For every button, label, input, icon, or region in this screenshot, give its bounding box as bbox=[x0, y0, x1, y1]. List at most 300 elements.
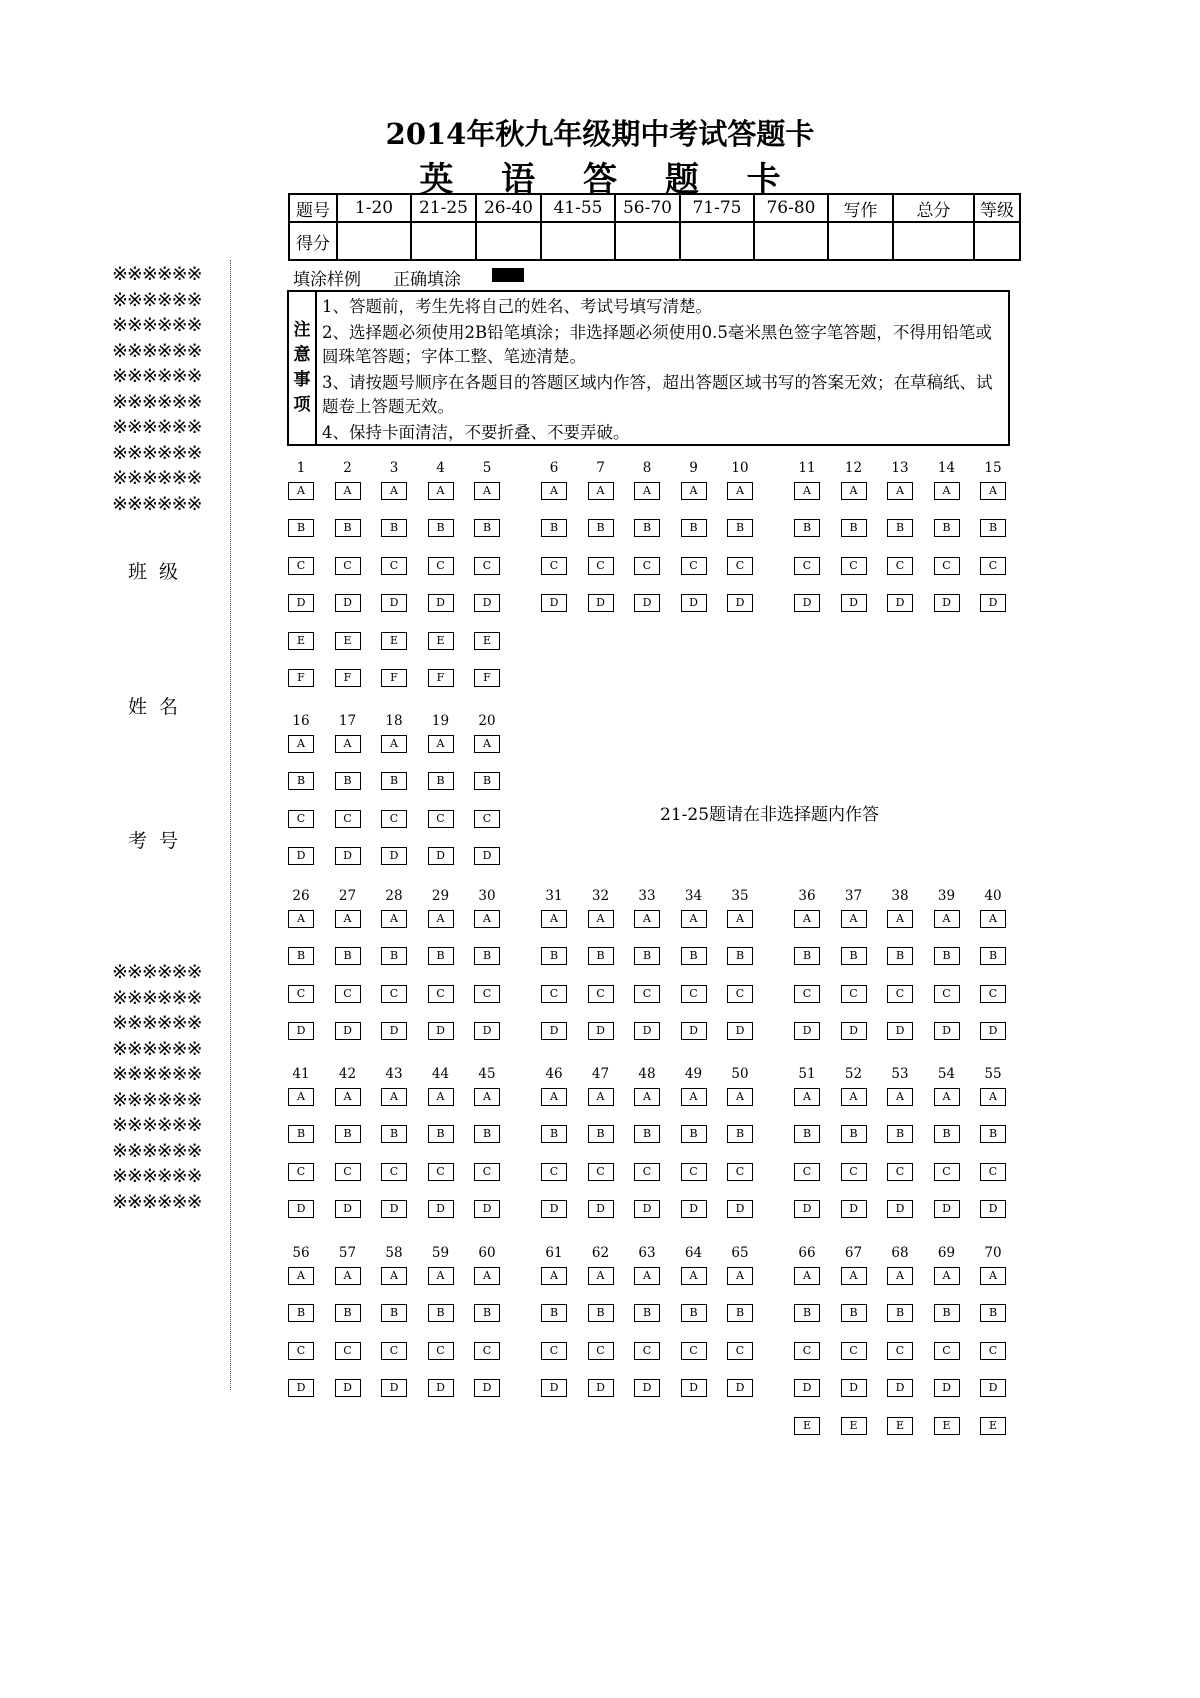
answer-bubble-f[interactable]: F bbox=[474, 669, 500, 687]
answer-bubble-b[interactable]: B bbox=[428, 772, 454, 790]
answer-bubble-d[interactable]: D bbox=[841, 1022, 867, 1040]
answer-bubble-a[interactable]: A bbox=[428, 1267, 454, 1285]
answer-bubble-b[interactable]: B bbox=[934, 519, 960, 537]
answer-bubble-b[interactable]: B bbox=[588, 519, 614, 537]
answer-bubble-b[interactable]: B bbox=[634, 1304, 660, 1322]
answer-bubble-c[interactable]: C bbox=[980, 985, 1006, 1003]
answer-bubble-b[interactable]: B bbox=[841, 947, 867, 965]
answer-bubble-a[interactable]: A bbox=[794, 1088, 820, 1106]
score-cell[interactable] bbox=[828, 222, 893, 260]
answer-bubble-a[interactable]: A bbox=[474, 1267, 500, 1285]
answer-bubble-e[interactable]: E bbox=[381, 632, 407, 650]
answer-bubble-e[interactable]: E bbox=[934, 1417, 960, 1435]
answer-bubble-b[interactable]: B bbox=[727, 1304, 753, 1322]
answer-bubble-b[interactable]: B bbox=[588, 1125, 614, 1143]
answer-bubble-a[interactable]: A bbox=[634, 910, 660, 928]
question-number: 49 bbox=[684, 1066, 703, 1082]
answer-bubble-b[interactable]: B bbox=[288, 947, 314, 965]
answer-bubble-c[interactable]: C bbox=[428, 810, 454, 828]
answer-bubble-a[interactable]: A bbox=[727, 482, 753, 500]
answer-bubble-a[interactable]: A bbox=[887, 1088, 913, 1106]
answer-bubble-c[interactable]: C bbox=[474, 1342, 500, 1360]
answer-bubble-c[interactable]: C bbox=[841, 985, 867, 1003]
answer-bubble-a[interactable]: A bbox=[588, 1267, 614, 1285]
answer-bubble-d[interactable]: D bbox=[588, 1200, 614, 1218]
answer-bubble-d[interactable]: D bbox=[428, 1022, 454, 1040]
answer-bubble-d[interactable]: D bbox=[887, 1022, 913, 1040]
answer-bubble-c[interactable]: C bbox=[634, 557, 660, 575]
answer-bubble-c[interactable]: C bbox=[288, 985, 314, 1003]
answer-bubble-d[interactable]: D bbox=[727, 1379, 753, 1397]
answer-bubble-c[interactable]: C bbox=[588, 557, 614, 575]
answer-bubble-a[interactable]: A bbox=[335, 735, 361, 753]
answer-bubble-d[interactable]: D bbox=[541, 1200, 567, 1218]
answer-bubble-b[interactable]: B bbox=[288, 772, 314, 790]
answer-bubble-c[interactable]: C bbox=[381, 985, 407, 1003]
answer-bubble-d[interactable]: D bbox=[934, 1022, 960, 1040]
answer-bubble-c[interactable]: C bbox=[934, 985, 960, 1003]
answer-bubble-d[interactable]: D bbox=[381, 1022, 407, 1040]
answer-bubble-b[interactable]: B bbox=[588, 1304, 614, 1322]
answer-bubble-c[interactable]: C bbox=[335, 985, 361, 1003]
answer-bubble-c[interactable]: C bbox=[841, 1163, 867, 1181]
answer-bubble-c[interactable]: C bbox=[588, 1342, 614, 1360]
answer-bubble-e[interactable]: E bbox=[288, 632, 314, 650]
answer-bubble-b[interactable]: B bbox=[794, 947, 820, 965]
answer-bubble-b[interactable]: B bbox=[428, 947, 454, 965]
answer-bubble-f[interactable]: F bbox=[381, 669, 407, 687]
answer-bubble-c[interactable]: C bbox=[934, 1342, 960, 1360]
answer-bubble-d[interactable]: D bbox=[681, 1379, 707, 1397]
answer-bubble-f[interactable]: F bbox=[288, 669, 314, 687]
question-number: 65 bbox=[731, 1245, 749, 1261]
answer-bubble-d[interactable]: D bbox=[934, 1379, 960, 1397]
answer-bubble-d[interactable]: D bbox=[980, 1379, 1006, 1397]
question-number: 57 bbox=[338, 1245, 357, 1261]
answer-bubble-d[interactable]: D bbox=[980, 1200, 1006, 1218]
answer-bubble-a[interactable]: A bbox=[980, 482, 1006, 500]
answer-bubble-b[interactable]: B bbox=[335, 1125, 361, 1143]
answer-bubble-b[interactable]: B bbox=[381, 772, 407, 790]
answer-bubble-d[interactable]: D bbox=[288, 1200, 314, 1218]
answer-bubble-b[interactable]: B bbox=[980, 947, 1006, 965]
question-number: 66 bbox=[798, 1245, 816, 1261]
answer-bubble-c[interactable]: C bbox=[474, 1163, 500, 1181]
answer-bubble-a[interactable]: A bbox=[634, 1267, 660, 1285]
answer-bubble-a[interactable]: A bbox=[474, 1088, 500, 1106]
answer-bubble-b[interactable]: B bbox=[841, 1304, 867, 1322]
answer-bubble-c[interactable]: C bbox=[887, 985, 913, 1003]
answer-bubble-a[interactable]: A bbox=[727, 1267, 753, 1285]
exam-number-label: 考号 bbox=[128, 830, 191, 852]
answer-bubble-c[interactable]: C bbox=[934, 557, 960, 575]
margin-star-row: ※※※※※※ bbox=[112, 1012, 202, 1034]
answer-bubble-a[interactable]: A bbox=[794, 1267, 820, 1285]
answer-bubble-a[interactable]: A bbox=[335, 910, 361, 928]
answer-bubble-d[interactable]: D bbox=[934, 1200, 960, 1218]
answer-bubble-a[interactable]: A bbox=[428, 735, 454, 753]
answer-bubble-b[interactable]: B bbox=[474, 772, 500, 790]
answer-bubble-a[interactable]: A bbox=[381, 735, 407, 753]
question-number: 61 bbox=[545, 1245, 563, 1261]
answer-bubble-b[interactable]: B bbox=[887, 519, 913, 537]
answer-bubble-d[interactable]: D bbox=[841, 594, 867, 612]
question-number: 54 bbox=[937, 1066, 956, 1082]
answer-bubble-b[interactable]: B bbox=[428, 1304, 454, 1322]
answer-bubble-b[interactable]: B bbox=[428, 519, 454, 537]
answer-bubble-d[interactable]: D bbox=[634, 1022, 660, 1040]
answer-bubble-c[interactable]: C bbox=[335, 1342, 361, 1360]
answer-bubble-d[interactable]: D bbox=[588, 1022, 614, 1040]
answer-bubble-c[interactable]: C bbox=[428, 1342, 454, 1360]
answer-bubble-b[interactable]: B bbox=[841, 519, 867, 537]
answer-bubble-d[interactable]: D bbox=[335, 847, 361, 865]
answer-bubble-d[interactable]: D bbox=[727, 1200, 753, 1218]
answer-bubble-d[interactable]: D bbox=[381, 847, 407, 865]
answer-bubble-a[interactable]: A bbox=[428, 1088, 454, 1106]
answer-bubble-d[interactable]: D bbox=[474, 1022, 500, 1040]
answer-bubble-d[interactable]: D bbox=[588, 594, 614, 612]
answer-bubble-c[interactable]: C bbox=[381, 810, 407, 828]
answer-bubble-a[interactable]: A bbox=[335, 1267, 361, 1285]
answer-bubble-a[interactable]: A bbox=[934, 910, 960, 928]
margin-stars-bottom bbox=[112, 960, 230, 1215]
answer-bubble-e[interactable]: E bbox=[428, 632, 454, 650]
answer-bubble-b[interactable]: B bbox=[727, 519, 753, 537]
answer-bubble-a[interactable]: A bbox=[381, 1267, 407, 1285]
answer-bubble-c[interactable]: C bbox=[588, 1163, 614, 1181]
answer-bubble-d[interactable]: D bbox=[681, 594, 707, 612]
answer-bubble-c[interactable]: C bbox=[727, 1163, 753, 1181]
answer-bubble-a[interactable]: A bbox=[428, 482, 454, 500]
answer-bubble-d[interactable]: D bbox=[474, 1200, 500, 1218]
answer-bubble-c[interactable]: C bbox=[794, 985, 820, 1003]
answer-bubble-a[interactable]: A bbox=[288, 910, 314, 928]
answer-bubble-d[interactable]: D bbox=[335, 1379, 361, 1397]
answer-bubble-a[interactable]: A bbox=[381, 482, 407, 500]
answer-bubble-a[interactable]: A bbox=[841, 482, 867, 500]
answer-bubble-d[interactable]: D bbox=[588, 1379, 614, 1397]
answer-bubble-c[interactable]: C bbox=[841, 1342, 867, 1360]
answer-bubble-a[interactable]: A bbox=[934, 482, 960, 500]
note-item: 1、答题前，考生先将自己的姓名、考试号填写清楚。 bbox=[322, 297, 712, 316]
answer-bubble-c[interactable]: C bbox=[634, 1163, 660, 1181]
answer-bubble-d[interactable]: D bbox=[980, 1022, 1006, 1040]
answer-bubble-b[interactable]: B bbox=[887, 947, 913, 965]
answer-bubble-a[interactable]: A bbox=[474, 910, 500, 928]
answer-bubble-d[interactable]: D bbox=[980, 594, 1006, 612]
answer-bubble-a[interactable]: A bbox=[887, 910, 913, 928]
answer-bubble-a[interactable]: A bbox=[541, 1267, 567, 1285]
answer-bubble-b[interactable]: B bbox=[428, 1125, 454, 1143]
answer-bubble-d[interactable]: D bbox=[428, 847, 454, 865]
answer-bubble-c[interactable]: C bbox=[681, 985, 707, 1003]
answer-bubble-c[interactable]: C bbox=[474, 557, 500, 575]
answer-bubble-b[interactable]: B bbox=[934, 947, 960, 965]
answer-bubble-b[interactable]: B bbox=[541, 1304, 567, 1322]
answer-bubble-c[interactable]: C bbox=[681, 1163, 707, 1181]
answer-bubble-b[interactable]: B bbox=[541, 519, 567, 537]
answer-bubble-c[interactable]: C bbox=[541, 557, 567, 575]
answer-bubble-a[interactable]: A bbox=[541, 1088, 567, 1106]
answer-bubble-a[interactable]: A bbox=[980, 1267, 1006, 1285]
answer-bubble-c[interactable]: C bbox=[381, 557, 407, 575]
answer-bubble-a[interactable]: A bbox=[794, 482, 820, 500]
answer-bubble-d[interactable]: D bbox=[934, 594, 960, 612]
answer-bubble-c[interactable]: C bbox=[288, 1163, 314, 1181]
answer-bubble-d[interactable]: D bbox=[794, 1200, 820, 1218]
margin-star-row: ※※※※※※ bbox=[112, 390, 202, 413]
answer-bubble-b[interactable]: B bbox=[794, 1304, 820, 1322]
margin-star-row: ※※※※※※ bbox=[112, 1165, 202, 1187]
answer-bubble-e[interactable]: E bbox=[335, 632, 361, 650]
answer-bubble-d[interactable]: D bbox=[381, 1200, 407, 1218]
answer-bubble-b[interactable]: B bbox=[681, 947, 707, 965]
answer-bubble-a[interactable]: A bbox=[887, 1267, 913, 1285]
answer-bubble-a[interactable]: A bbox=[794, 910, 820, 928]
answer-bubble-d[interactable]: D bbox=[335, 1022, 361, 1040]
answer-bubble-c[interactable]: C bbox=[727, 1342, 753, 1360]
answer-bubble-c[interactable]: C bbox=[588, 985, 614, 1003]
answer-bubble-d[interactable]: D bbox=[428, 594, 454, 612]
answer-bubble-d[interactable]: D bbox=[841, 1379, 867, 1397]
answer-bubble-c[interactable]: C bbox=[980, 1163, 1006, 1181]
answer-bubble-c[interactable]: C bbox=[541, 985, 567, 1003]
answer-bubble-b[interactable]: B bbox=[335, 772, 361, 790]
answer-bubble-d[interactable]: D bbox=[428, 1200, 454, 1218]
answer-bubble-a[interactable]: A bbox=[934, 1267, 960, 1285]
answer-bubble-a[interactable]: A bbox=[727, 1088, 753, 1106]
answer-bubble-f[interactable]: F bbox=[335, 669, 361, 687]
answer-bubble-a[interactable]: A bbox=[381, 910, 407, 928]
answer-bubble-a[interactable]: A bbox=[288, 1267, 314, 1285]
answer-bubble-b[interactable]: B bbox=[381, 1125, 407, 1143]
answer-bubble-c[interactable]: C bbox=[288, 1342, 314, 1360]
answer-bubble-a[interactable]: A bbox=[980, 910, 1006, 928]
answer-bubble-b[interactable]: B bbox=[887, 1125, 913, 1143]
answer-bubble-c[interactable]: C bbox=[381, 1163, 407, 1181]
answer-bubble-d[interactable]: D bbox=[335, 594, 361, 612]
answer-bubble-a[interactable]: A bbox=[381, 1088, 407, 1106]
answer-bubble-d[interactable]: D bbox=[541, 594, 567, 612]
answer-bubble-a[interactable]: A bbox=[335, 482, 361, 500]
answer-bubble-b[interactable]: B bbox=[381, 947, 407, 965]
answer-bubble-b[interactable]: B bbox=[288, 1125, 314, 1143]
answer-bubble-b[interactable]: B bbox=[541, 947, 567, 965]
score-cell[interactable] bbox=[680, 222, 754, 260]
answer-bubble-a[interactable]: A bbox=[887, 482, 913, 500]
answer-bubble-a[interactable]: A bbox=[681, 482, 707, 500]
answer-bubble-d[interactable]: D bbox=[474, 594, 500, 612]
answer-bubble-d[interactable]: D bbox=[727, 1022, 753, 1040]
answer-bubble-c[interactable]: C bbox=[980, 1342, 1006, 1360]
answer-bubble-d[interactable]: D bbox=[288, 1379, 314, 1397]
answer-bubble-c[interactable]: C bbox=[288, 810, 314, 828]
answer-bubble-d[interactable]: D bbox=[474, 847, 500, 865]
answer-bubble-a[interactable]: A bbox=[980, 1088, 1006, 1106]
score-cell[interactable] bbox=[411, 222, 476, 260]
answer-bubble-b[interactable]: B bbox=[335, 947, 361, 965]
answer-bubble-a[interactable]: A bbox=[428, 910, 454, 928]
answer-bubble-e[interactable]: E bbox=[980, 1417, 1006, 1435]
answer-bubble-a[interactable]: A bbox=[841, 1267, 867, 1285]
note-item: 4、保持卡面清洁，不要折叠、不要弄破。 bbox=[322, 423, 630, 442]
answer-bubble-d[interactable]: D bbox=[634, 1379, 660, 1397]
answer-bubble-b[interactable]: B bbox=[288, 519, 314, 537]
answer-bubble-b[interactable]: B bbox=[934, 1125, 960, 1143]
answer-bubble-d[interactable]: D bbox=[887, 594, 913, 612]
answer-bubble-b[interactable]: B bbox=[474, 1304, 500, 1322]
answer-bubble-b[interactable]: B bbox=[381, 519, 407, 537]
answer-bubble-e[interactable]: E bbox=[887, 1417, 913, 1435]
answer-bubble-d[interactable]: D bbox=[634, 594, 660, 612]
answer-bubble-c[interactable]: C bbox=[474, 985, 500, 1003]
answer-bubble-c[interactable]: C bbox=[794, 1342, 820, 1360]
answer-bubble-d[interactable]: D bbox=[794, 1022, 820, 1040]
answer-bubble-a[interactable]: A bbox=[934, 1088, 960, 1106]
answer-bubble-c[interactable]: C bbox=[727, 985, 753, 1003]
answer-bubble-b[interactable]: B bbox=[634, 947, 660, 965]
answer-bubble-d[interactable]: D bbox=[288, 1022, 314, 1040]
answer-bubble-a[interactable]: A bbox=[588, 1088, 614, 1106]
answer-bubble-c[interactable]: C bbox=[428, 557, 454, 575]
answer-bubble-c[interactable]: C bbox=[381, 1342, 407, 1360]
answer-bubble-b[interactable]: B bbox=[841, 1125, 867, 1143]
answer-bubble-c[interactable]: C bbox=[841, 557, 867, 575]
answer-bubble-e[interactable]: E bbox=[794, 1417, 820, 1435]
answer-bubble-a[interactable]: A bbox=[288, 735, 314, 753]
answer-bubble-b[interactable]: B bbox=[980, 1304, 1006, 1322]
answer-bubble-b[interactable]: B bbox=[381, 1304, 407, 1322]
score-cell[interactable] bbox=[893, 222, 974, 260]
answer-bubble-a[interactable]: A bbox=[474, 482, 500, 500]
answer-bubble-a[interactable]: A bbox=[288, 1088, 314, 1106]
answer-bubble-c[interactable]: C bbox=[727, 557, 753, 575]
answer-bubble-d[interactable]: D bbox=[381, 1379, 407, 1397]
answer-bubble-c[interactable]: C bbox=[335, 557, 361, 575]
answer-bubble-b[interactable]: B bbox=[887, 1304, 913, 1322]
answer-bubble-b[interactable]: B bbox=[681, 1304, 707, 1322]
answer-bubble-a[interactable]: A bbox=[588, 910, 614, 928]
answer-bubble-f[interactable]: F bbox=[428, 669, 454, 687]
answer-bubble-c[interactable]: C bbox=[428, 985, 454, 1003]
score-cell[interactable] bbox=[754, 222, 828, 260]
answer-bubble-d[interactable]: D bbox=[887, 1200, 913, 1218]
answer-bubble-a[interactable]: A bbox=[634, 482, 660, 500]
answer-bubble-d[interactable]: D bbox=[288, 594, 314, 612]
answer-bubble-a[interactable]: A bbox=[474, 735, 500, 753]
answer-bubble-d[interactable]: D bbox=[681, 1200, 707, 1218]
score-cell[interactable] bbox=[476, 222, 541, 260]
answer-bubble-d[interactable]: D bbox=[428, 1379, 454, 1397]
score-header-cell: 题号 bbox=[289, 194, 337, 222]
answer-bubble-d[interactable]: D bbox=[541, 1022, 567, 1040]
answer-bubble-d[interactable]: D bbox=[887, 1379, 913, 1397]
answer-bubble-d[interactable]: D bbox=[634, 1200, 660, 1218]
answer-bubble-e[interactable]: E bbox=[474, 632, 500, 650]
answer-bubble-a[interactable]: A bbox=[541, 910, 567, 928]
answer-bubble-c[interactable]: C bbox=[794, 1163, 820, 1181]
answer-bubble-b[interactable]: B bbox=[335, 1304, 361, 1322]
answer-bubble-e[interactable]: E bbox=[841, 1417, 867, 1435]
answer-bubble-b[interactable]: B bbox=[727, 1125, 753, 1143]
answer-bubble-b[interactable]: B bbox=[727, 947, 753, 965]
answer-bubble-a[interactable]: A bbox=[681, 1267, 707, 1285]
answer-bubble-d[interactable]: D bbox=[727, 594, 753, 612]
answer-bubble-a[interactable]: A bbox=[541, 482, 567, 500]
answer-bubble-a[interactable]: A bbox=[335, 1088, 361, 1106]
answer-bubble-a[interactable]: A bbox=[681, 910, 707, 928]
answer-bubble-c[interactable]: C bbox=[634, 985, 660, 1003]
answer-bubble-b[interactable]: B bbox=[980, 519, 1006, 537]
answer-bubble-a[interactable]: A bbox=[634, 1088, 660, 1106]
answer-bubble-a[interactable]: A bbox=[681, 1088, 707, 1106]
answer-bubble-b[interactable]: B bbox=[681, 1125, 707, 1143]
answer-bubble-c[interactable]: C bbox=[934, 1163, 960, 1181]
answer-bubble-b[interactable]: B bbox=[980, 1125, 1006, 1143]
answer-bubble-c[interactable]: C bbox=[980, 557, 1006, 575]
answer-bubble-c[interactable]: C bbox=[335, 1163, 361, 1181]
answer-bubble-a[interactable]: A bbox=[841, 910, 867, 928]
answer-bubble-d[interactable]: D bbox=[841, 1200, 867, 1218]
answer-bubble-b[interactable]: B bbox=[335, 519, 361, 537]
answer-bubble-a[interactable]: A bbox=[727, 910, 753, 928]
answer-bubble-d[interactable]: D bbox=[288, 847, 314, 865]
score-cell[interactable] bbox=[541, 222, 615, 260]
answer-bubble-d[interactable]: D bbox=[474, 1379, 500, 1397]
score-cell[interactable] bbox=[615, 222, 680, 260]
answer-bubble-c[interactable]: C bbox=[428, 1163, 454, 1181]
answer-bubble-b[interactable]: B bbox=[794, 1125, 820, 1143]
answer-bubble-d[interactable]: D bbox=[794, 1379, 820, 1397]
answer-bubble-d[interactable]: D bbox=[794, 594, 820, 612]
answer-bubble-b[interactable]: B bbox=[634, 1125, 660, 1143]
answer-bubble-d[interactable]: D bbox=[541, 1379, 567, 1397]
answer-bubble-b[interactable]: B bbox=[541, 1125, 567, 1143]
answer-bubble-c[interactable]: C bbox=[541, 1342, 567, 1360]
answer-bubble-d[interactable]: D bbox=[381, 594, 407, 612]
answer-bubble-b[interactable]: B bbox=[681, 519, 707, 537]
answer-bubble-b[interactable]: B bbox=[474, 1125, 500, 1143]
answer-bubble-c[interactable]: C bbox=[335, 810, 361, 828]
score-cell[interactable] bbox=[974, 222, 1020, 260]
answer-bubble-c[interactable]: C bbox=[887, 1342, 913, 1360]
answer-bubble-a[interactable]: A bbox=[841, 1088, 867, 1106]
answer-bubble-a[interactable]: A bbox=[288, 482, 314, 500]
answer-bubble-c[interactable]: C bbox=[681, 1342, 707, 1360]
question-number: 58 bbox=[385, 1245, 403, 1261]
answer-bubble-c[interactable]: C bbox=[634, 1342, 660, 1360]
answer-bubble-a[interactable]: A bbox=[588, 482, 614, 500]
answer-bubble-c[interactable]: C bbox=[794, 557, 820, 575]
answer-bubble-b[interactable]: B bbox=[588, 947, 614, 965]
answer-bubble-d[interactable]: D bbox=[681, 1022, 707, 1040]
answer-bubble-c[interactable]: C bbox=[288, 557, 314, 575]
answer-bubble-c[interactable]: C bbox=[887, 1163, 913, 1181]
answer-bubble-b[interactable]: B bbox=[474, 519, 500, 537]
answer-bubble-b[interactable]: B bbox=[474, 947, 500, 965]
answer-bubble-c[interactable]: C bbox=[474, 810, 500, 828]
answer-bubble-c[interactable]: C bbox=[887, 557, 913, 575]
score-cell[interactable] bbox=[337, 222, 411, 260]
answer-bubble-d[interactable]: D bbox=[335, 1200, 361, 1218]
answer-bubble-c[interactable]: C bbox=[681, 557, 707, 575]
answer-bubble-b[interactable]: B bbox=[794, 519, 820, 537]
answer-bubble-b[interactable]: B bbox=[934, 1304, 960, 1322]
answer-bubble-b[interactable]: B bbox=[288, 1304, 314, 1322]
answer-bubble-b[interactable]: B bbox=[634, 519, 660, 537]
answer-bubble-c[interactable]: C bbox=[541, 1163, 567, 1181]
